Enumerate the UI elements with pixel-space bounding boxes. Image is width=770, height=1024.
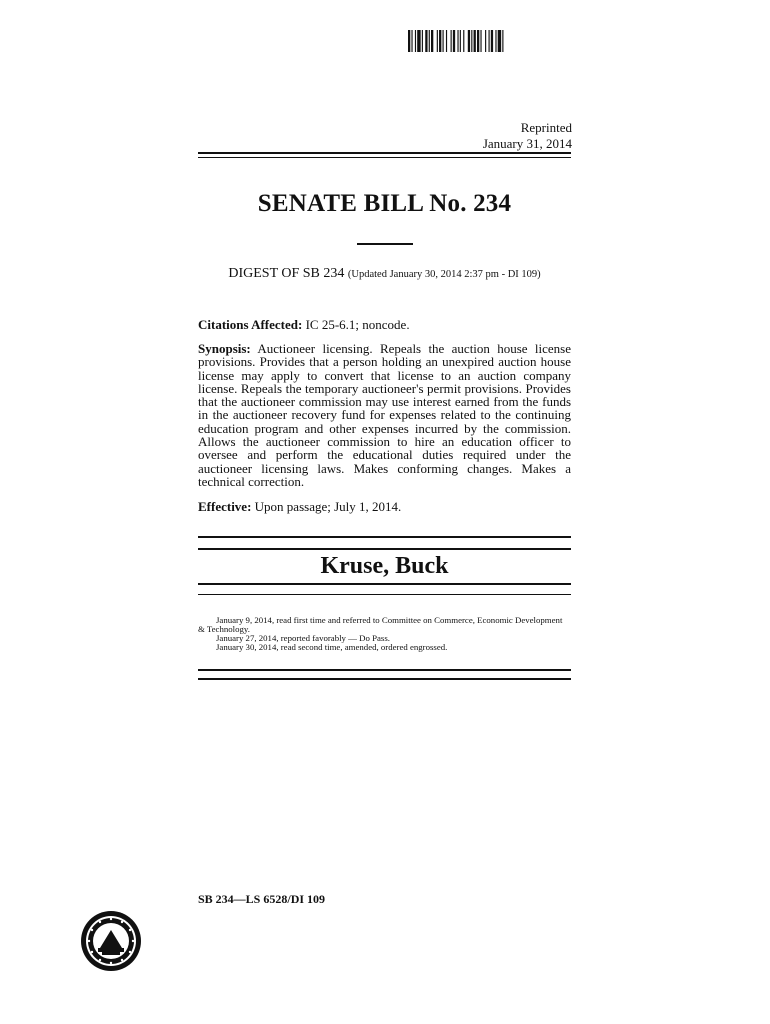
- legislative-history: [198, 616, 571, 652]
- title-divider: [357, 243, 413, 245]
- state-seal-icon: [80, 910, 142, 972]
- history-rule-2: [198, 678, 571, 680]
- effective-value: Upon passage; July 1, 2014.: [254, 499, 402, 514]
- history-entry: January 9, 2014, read first time and referred to Committee on Commerce, Economic Development & Technology.: [198, 615, 563, 634]
- effective-date: [198, 500, 571, 513]
- digest-updated: (Updated January 30, 2014 2:37 pm - DI 109): [347, 269, 541, 280]
- history-entry: January 27, 2014, reported favorably — Do Pass.: [216, 633, 390, 643]
- citations-label: Citations Affected:: [198, 317, 303, 332]
- header-rule-thick: [198, 152, 571, 154]
- synopsis: [198, 342, 571, 488]
- sponsor-rule-top-1: [198, 536, 571, 538]
- bill-title: SENATE BILL No. 234: [257, 190, 512, 217]
- citations-value: IC 25-6.1; noncode.: [305, 317, 410, 332]
- sponsor-rule-top-2: [198, 548, 571, 550]
- digest-label: DIGEST OF SB 234: [228, 266, 345, 281]
- reprint-status: Reprinted: [520, 120, 572, 135]
- digest-heading: [198, 266, 571, 282]
- synopsis-label: Synopsis:: [198, 341, 251, 356]
- synopsis-text: Auctioneer licensing. Repeals the auction house license provisions. Provides that a person holding an unexpired auction house license may apply to convert that license to an auction company license. Repeals the temporary auctioneer's permit provisions. Provides that the auctioneer commission may use interest earned from the funds in the auctioneer recovery fund for expenses related to the continuing education program and other expenses incurred by the commission. Allows the auctioneer commission to hire an education officer to oversee and perform the educational duties required under the auctioneer licensing laws. Makes conforming changes. Makes a technical correction.: [198, 341, 571, 489]
- sponsor-rule-bottom-2: [198, 594, 571, 595]
- effective-label: Effective:: [198, 499, 252, 514]
- history-entry: January 30, 2014, read second time, amended, ordered engrossed.: [216, 642, 448, 652]
- header-rule-thin: [198, 157, 571, 158]
- sponsor-name: Kruse, Buck: [320, 553, 449, 579]
- citations-affected: [198, 318, 571, 331]
- bill-footer-id: SB 234—LS 6528/DI 109: [198, 892, 326, 906]
- sponsor-rule-bottom-1: [198, 583, 571, 585]
- reprint-date: January 31, 2014: [482, 136, 572, 151]
- history-rule-1: [198, 669, 571, 671]
- barcode-icon: [408, 30, 588, 52]
